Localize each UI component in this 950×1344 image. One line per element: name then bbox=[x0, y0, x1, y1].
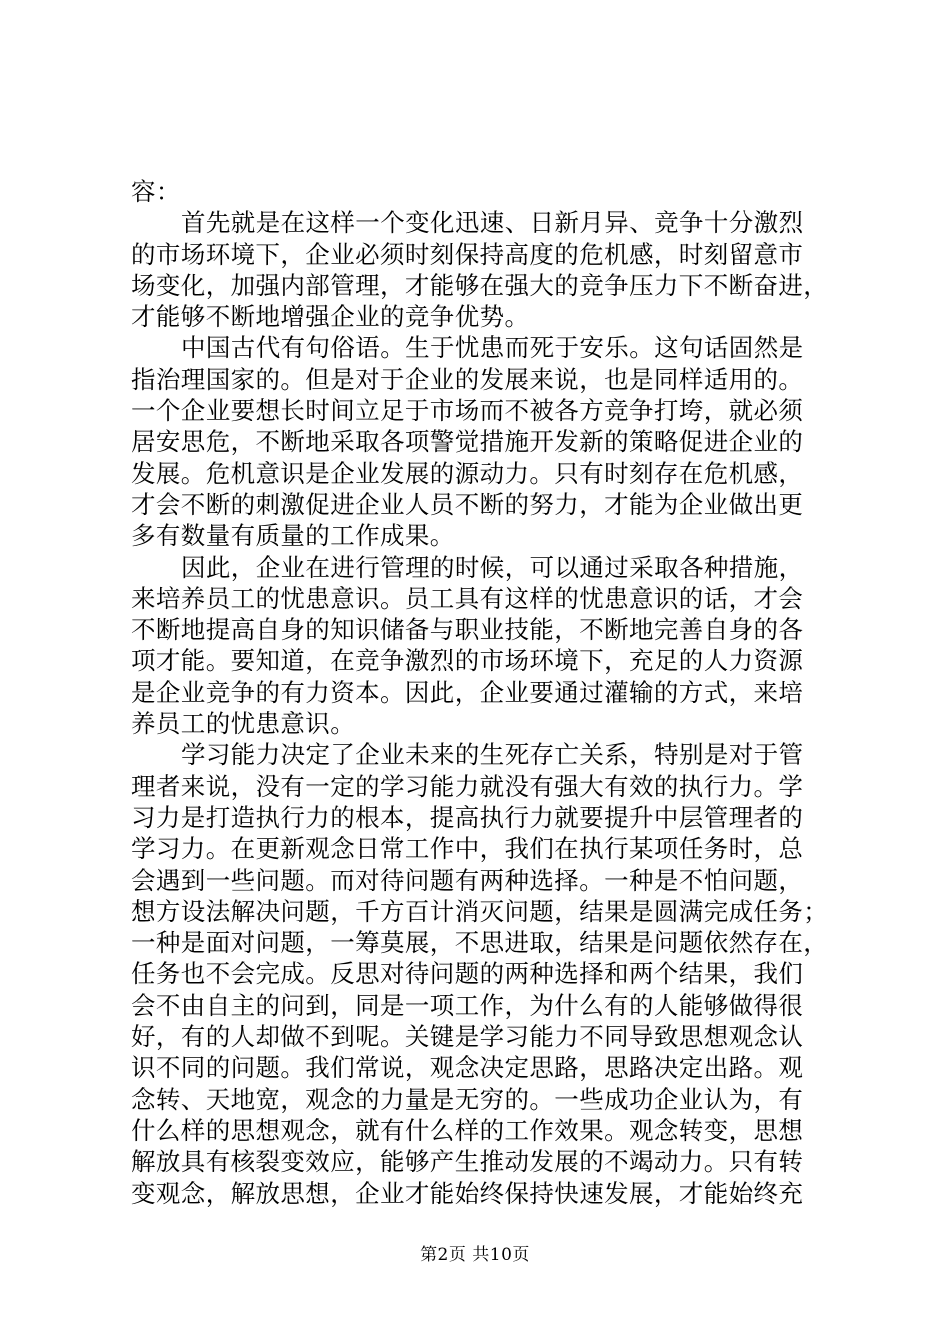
text-line: 识不同的问题。我们常说，观念决定思路，思路决定出路。观 bbox=[131, 1053, 804, 1083]
text-line: 才能够不断地增强企业的竞争优势。 bbox=[131, 302, 530, 332]
text-line: 容： bbox=[131, 177, 181, 206]
text-line: 变观念，解放思想，企业才能始终保持快速发展，才能始终充 bbox=[131, 1178, 804, 1208]
text-line: 不断地提高自身的知识储备与职业技能，不断地完善自身的各 bbox=[131, 615, 804, 645]
text-line: 中国古代有句俗语。生于忧患而死于安乐。这句话固然是 bbox=[181, 333, 804, 363]
text-line: 多有数量有质量的工作成果。 bbox=[131, 521, 455, 551]
text-line: 学习能力决定了企业未来的生死存亡关系，特别是对于管 bbox=[181, 740, 804, 770]
text-line: 场变化，加强内部管理，才能够在强大的竞争压力下不断奋进， bbox=[131, 270, 829, 300]
text-line: 养员工的忧患意识。 bbox=[131, 709, 356, 739]
text-line: 因此，企业在进行管理的时候，可以通过采取各种措施， bbox=[181, 552, 804, 582]
page-number-footer: 第2页 共10页 bbox=[420, 1245, 530, 1265]
text-line: 想方设法解决问题，千方百计消灭问题，结果是圆满完成任务； bbox=[131, 896, 829, 926]
text-line: 学习力。在更新观念日常工作中，我们在执行某项任务时，总 bbox=[131, 834, 804, 864]
text-line: 任务也不会完成。反思对待问题的两种选择和两个结果，我们 bbox=[131, 959, 804, 989]
text-line: 的市场环境下，企业必须时刻保持高度的危机感，时刻留意市 bbox=[131, 239, 804, 269]
text-line: 好，有的人却做不到呢。关键是学习能力不同导致思想观念认 bbox=[131, 1022, 804, 1052]
text-line: 是企业竞争的有力资本。因此，企业要通过灌输的方式，来培 bbox=[131, 677, 804, 707]
text-line: 一种是面对问题，一筹莫展，不思进取，结果是问题依然存在， bbox=[131, 928, 829, 958]
document-body bbox=[131, 176, 831, 1209]
text-line: 理者来说，没有一定的学习能力就没有强大有效的执行力。学 bbox=[131, 771, 804, 801]
text-line: 解放具有核裂变效应，能够产生推动发展的不竭动力。只有转 bbox=[131, 1147, 804, 1177]
text-line: 来培养员工的忧患意识。员工具有这样的忧患意识的话，才会 bbox=[131, 583, 804, 613]
text-line: 念转、天地宽，观念的力量是无穷的。一些成功企业认为，有 bbox=[131, 1084, 804, 1114]
text-line: 指治理国家的。但是对于企业的发展来说，也是同样适用的。 bbox=[131, 364, 804, 394]
text-line: 什么样的思想观念，就有什么样的工作效果。观念转变，思想 bbox=[131, 1115, 804, 1145]
text-line: 一个企业要想长时间立足于市场而不被各方竞争打垮，就必须 bbox=[131, 396, 804, 426]
text-line: 项才能。要知道，在竞争激烈的市场环境下，充足的人力资源 bbox=[131, 646, 804, 676]
text-line: 会遇到一些问题。而对待问题有两种选择。一种是不怕问题， bbox=[131, 865, 804, 895]
text-line: 会不由自主的问到，同是一项工作，为什么有的人能够做得很 bbox=[131, 990, 804, 1020]
text-line: 首先就是在这样一个变化迅速、日新月异、竞争十分激烈 bbox=[181, 208, 804, 238]
text-line: 居安思危，不断地采取各项警觉措施开发新的策略促进企业的 bbox=[131, 427, 804, 457]
text-line: 才会不断的刺激促进企业人员不断的努力，才能为企业做出更 bbox=[131, 489, 804, 519]
text-line: 发展。危机意识是企业发展的源动力。只有时刻存在危机感， bbox=[131, 458, 804, 488]
text-line: 习力是打造执行力的根本，提高执行力就要提升中层管理者的 bbox=[131, 802, 804, 832]
